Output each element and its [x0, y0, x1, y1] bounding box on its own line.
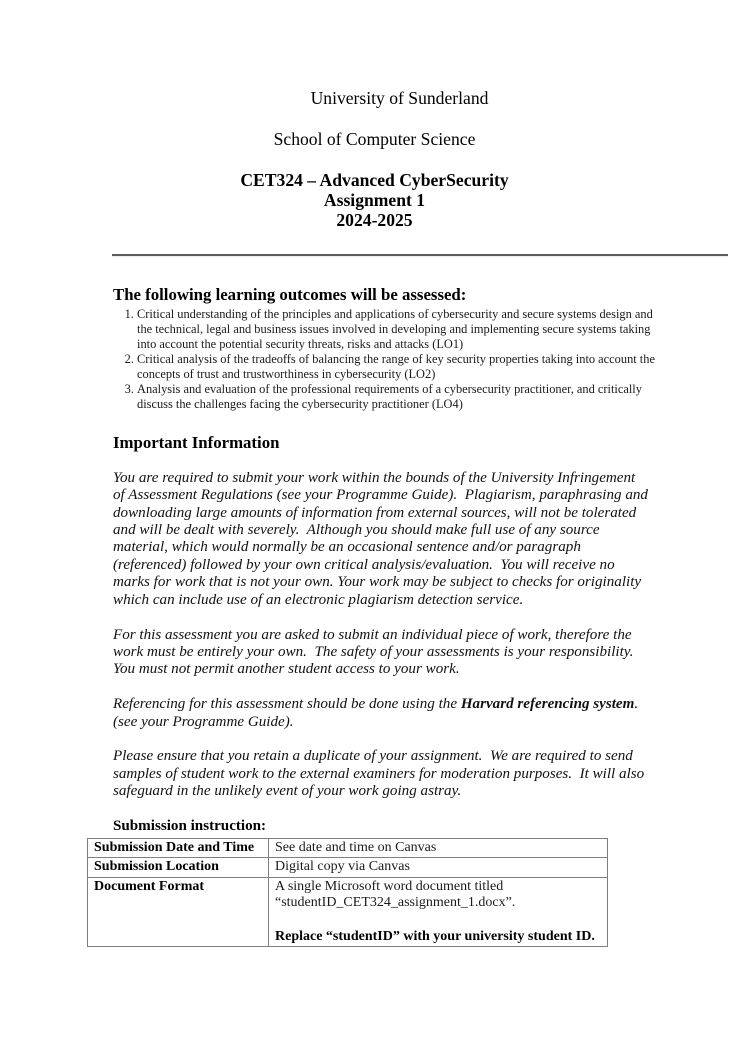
learning-outcome-item: 3. Analysis and evaluation of the professional requirements of a cybersecurity practitioner, and critically discuss the challenges facing the cybersecurity practitioner (LO4) — [137, 382, 663, 412]
title-block — [0, 0, 749, 231]
harvard-referencing-bold: Harvard referencing system — [460, 696, 635, 713]
document-body — [94, 284, 749, 947]
table-row — [88, 838, 608, 858]
replace-studentid-note: Replace “studentID” with your university student ID. — [275, 928, 595, 944]
referencing-text: Referencing for this assessment should be done using the — [113, 696, 461, 713]
university-name: University of Sunderland — [310, 88, 489, 108]
submission-date-value: See date and time on Canvas — [269, 838, 608, 858]
programme-guide-note: (see your Programme Guide). — [113, 713, 294, 730]
submission-location-key: Submission Location — [88, 858, 269, 878]
spacer — [0, 108, 749, 128]
horizontal-rule — [112, 254, 728, 257]
submission-table — [87, 838, 608, 948]
table-row — [88, 877, 608, 946]
academic-year: 2024-2025 — [336, 210, 413, 231]
referencing-period: . — [634, 696, 639, 713]
referencing-paragraph — [113, 696, 649, 731]
learning-outcomes-heading: The following learning outcomes will be assessed: — [113, 284, 467, 304]
submission-date-key: Submission Date and Time — [88, 838, 269, 858]
assignment-title: Assignment 1 — [323, 190, 426, 210]
spacer — [0, 149, 749, 169]
document-format-value — [269, 877, 608, 946]
blank-line — [275, 912, 601, 929]
learning-outcome-item: 1. Critical understanding of the principles and applications of cybersecurity and secure systems design and the technical, legal and business issues involved in developing and implementing secure systems taking into account the potential security threats, risks and attacks (LO1) — [137, 307, 663, 352]
school-name: School of Computer Science — [273, 128, 476, 149]
submission-location-value: Digital copy via Canvas — [269, 858, 608, 878]
important-information-heading: Important Information — [113, 433, 280, 453]
table-row — [88, 858, 608, 878]
plagiarism-paragraph: You are required to submit your work within the bounds of the University Infringement of Assessment Regulations (see your Programme Guide). Plagiarism, paraphrasing and downloading large amounts of information from external sources, will not be tolerated and will be dealt with severely. Although you should make full use of any source material, which would normally be an occasional sentence and/or paragraph (referenced) followed by your own critical analysis/evaluation. You will receive no marks for work that is not your own. Your work may be subject to checks for originality which can include use of an electronic plagiarism detection service. — [113, 469, 652, 608]
course-title: CET324 – Advanced CyberSecurity — [240, 169, 509, 190]
submission-instruction-label: Submission instruction: — [113, 817, 267, 834]
document-format-key: Document Format — [88, 877, 269, 946]
learning-outcome-item: 2. Critical analysis of the tradeoffs of balancing the range of key security properties taking into account the concepts of trust and trustworthiness in cybersecurity (LO2) — [137, 352, 663, 382]
duplicate-paragraph: Please ensure that you retain a duplicate of your assignment. We are required to send samples of student work to the external examiners for moderation purposes. It will also safeguard in the unlikely event of your work going astray. — [113, 748, 648, 800]
learning-outcomes-list — [113, 307, 663, 413]
document-format-text: A single Microsoft word document titled “studentID_CET324_assignment_1.docx”. — [275, 878, 516, 911]
individual-work-paragraph: For this assessment you are asked to submit an individual piece of work, therefore the work must be entirely your own. The safety of your assessments is your responsibility. You must not permit another student access to your work. — [113, 626, 641, 678]
